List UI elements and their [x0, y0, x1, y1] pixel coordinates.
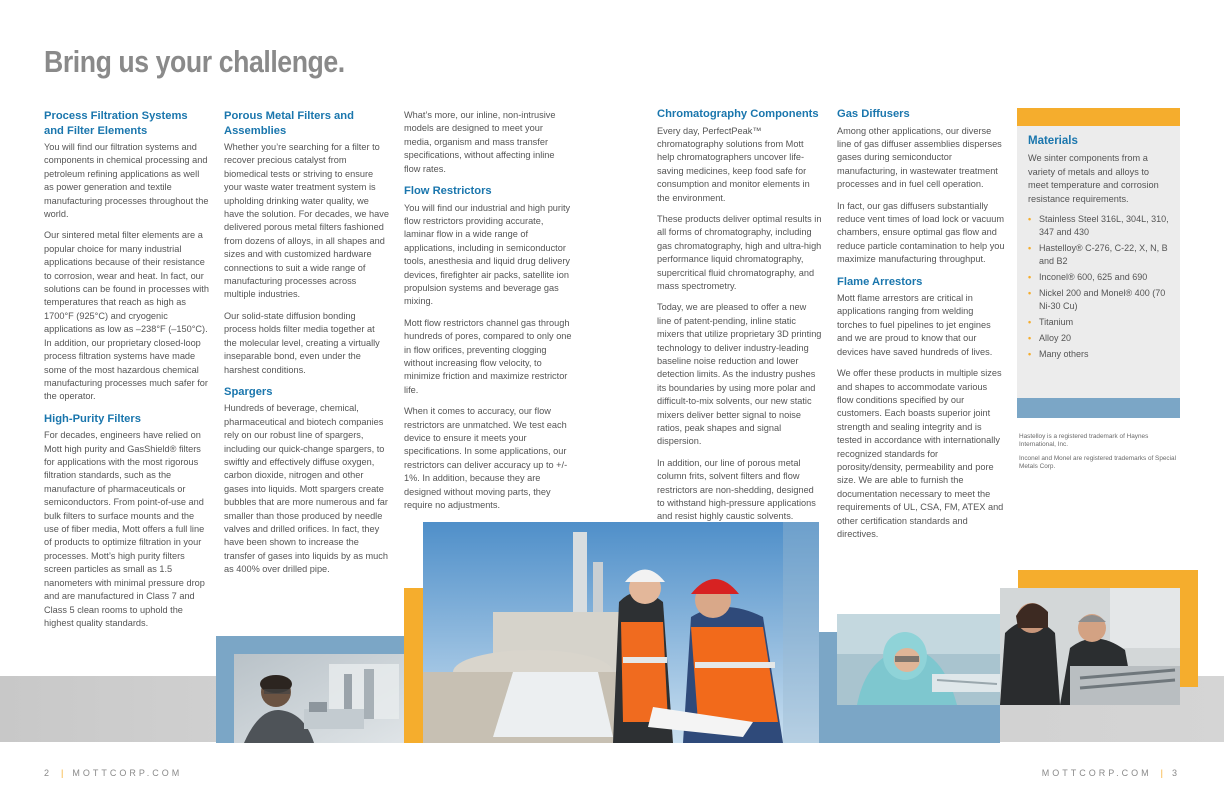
paragraph: For decades, engineers have relied on Mott high purity and GasShield® filters for applications with the most rigorous filtration standards, such as the manufacture of pharmaceuticals or semiconductors. From point-of-use and bulk filters to surface mounts and the use of fiber media, Mott offers a full line of products to optimize filtration in your processes. Mott’s high purity filters screen particles as small as 1.5 nanometers with minimal pressure drop and are manufactured in Class 7 and Class 5 clean rooms to uphold the highest quality standards.: [44, 430, 205, 628]
paragraph: Whether you’re searching for a filter to recover precious catalyst from biomedical tests or striving to ensure your waste water treatment system is upholding drinking water quality, we have the solution. For decades, we have delivered porous metal filters fashioned from dozens of alloys, in all shapes and sizes and with customized hardware connections to suit a wide range of manufacturing processes across multiple industries.: [224, 142, 389, 300]
photo-technician: [234, 654, 404, 743]
page-title: Bring us your challenge.: [44, 44, 345, 79]
paragraph: Our sintered metal filter elements are a popular choice for many industrial applications because of their resistance to corrosion, wear and heat. In fact, our solutions can be found in processes with temperatures that reach as high as 1700°F (925°C) and cryogenic applications as low as –238°F (–150°C). In addition, our proprietary closed-loop process filtration systems have made some of the most hazardous chemical manufacturing processes much safer for the operator.: [44, 230, 209, 402]
heading-gas-diffusers: Gas Diffusers: [837, 108, 910, 120]
footer-left: [44, 768, 182, 778]
heading-spargers: Spargers: [224, 385, 273, 398]
lab-workers-illustration: [1000, 588, 1180, 705]
paragraph: Mott flow restrictors channel gas through hundreds of pores, compared to only one in flow orifices, preventing clogging without increasing flow velocity, to minimize friction and maximize restrictor life.: [404, 317, 572, 395]
heading-flow-restrictors: Flow Restrictors: [404, 185, 492, 198]
paragraph: Every day, PerfectPeak™ chromatography solutions from Mott help chromatographers uncover life-saving medicines, keep food safe for consumption and monitor elements in the environment.: [657, 125, 810, 203]
footer-site-link-right[interactable]: MOTTCORP.COM: [1041, 768, 1152, 778]
photo-cleanroom: [837, 614, 1000, 705]
list-item: • Nickel 200 and Monel® 400 (70 Ni-30 Cu): [1028, 287, 1169, 313]
column-4: [657, 107, 822, 532]
materials-intro: We sinter components from a variety of metals and alloys to meet temperature and corrosion resistance requirements.: [1028, 153, 1159, 204]
materials-list: [1028, 213, 1169, 361]
heading-flame-arrestors: Flame Arrestors: [837, 275, 923, 288]
column-2: [224, 109, 389, 585]
page-number-right: 3: [1171, 768, 1180, 778]
footer-site-link-left[interactable]: MOTTCORP.COM: [72, 768, 183, 778]
paragraph: Among other applications, our diverse line of gas diffuser assemblies disperses gases during semiconductor manufacturing, in wastewater treatment processes and in fuel cell operation.: [837, 125, 1002, 190]
paragraph: When it comes to accuracy, our flow restrictors are unmatched. We test each device to ensure it meets your specifications. In some applications, our restrictors can deliver accuracy up to +/- 1%. In addition, because they are designed without moving parts, they require no adjustments.: [404, 406, 568, 511]
cleanroom-illustration: [837, 614, 1000, 705]
heading-porous-metal-filters: Porous Metal Filters and Assemblies: [224, 110, 354, 137]
footer-separator: |: [61, 768, 64, 778]
photo-lab-workers: [1000, 588, 1180, 705]
paragraph: Our solid-state diffusion bonding process holds filter media together at the molecular level, creating a virtually inseparable bond, even under the harshest conditions.: [224, 310, 380, 375]
list-item: • Hastelloy® C-276, C-22, X, N, B and B2: [1028, 242, 1169, 268]
engineers-illustration: [423, 522, 819, 743]
materials-accent-bar: [1017, 108, 1180, 126]
list-item: • Titanium: [1028, 316, 1169, 329]
paragraph: You will find our filtration systems and components in chemical processing and petroleum refining applications as well as power generation and textile manufacturing processes throughout the world.: [44, 142, 209, 220]
paragraph: You will find our industrial and high purity flow restrictors providing accurate, laminar flow in a wide range of applications, including in semiconductor tools, anesthesia and liquid drug delivery devices, firefighter air packs, satellite ion propulsion systems and beverage gas mixing.: [404, 202, 571, 307]
paragraph: Hundreds of beverage, chemical, pharmaceutical and biotech companies rely on our robust line of spargers, including our quick-change spargers, to swiftly and effectively diffuse oxygen, carbon dioxide, nitrogen and other gases into liquids. Mott spargers create bubbles that are more numerous and far smaller than those produced by needle valves and drilled orifices. In fact, they have been shown to increase the transfer of gases into liquids by as much as 400% over drilled pipe.: [224, 403, 388, 575]
list-item: • Alloy 20: [1028, 332, 1169, 345]
paragraph: What’s more, our inline, non-intrusive models are designed to meet your media, organism and mass transfer specifications, without affecting inline flow rates.: [404, 110, 556, 174]
footer-separator: |: [1160, 768, 1163, 778]
trademark-note-hastelloy: Hastelloy is a registered trademark of Haynes International, Inc.: [1019, 433, 1149, 449]
paragraph: These products deliver optimal results in all forms of chromatography, including gas chromatography, high and ultra-high performance liquid chromatography, supercritical fluid chromatography, and mass spectrometry.: [657, 213, 822, 291]
photo-engineers: [423, 522, 819, 743]
materials-box: [1017, 126, 1180, 398]
materials-heading: Materials: [1028, 135, 1078, 147]
paragraph: Today, we are pleased to offer a new line of patent-pending, inline static mixers that utilize proprietary 3D printing technology to deliver industry-leading baseline noise reduction and lower detection limits. As the industry pushes its boundaries by using more polar and difficult-to-mix solvents, our new static mixers deliver better signal to noise ratios, peak shapes and signal dispersion.: [657, 302, 822, 447]
column-1: [44, 109, 210, 638]
paragraph: Mott flame arrestors are critical in applications ranging from welding torches to fuel pipelines to jet engines and we are proud to know that our devices have saved hundreds of lives.: [837, 293, 993, 357]
paragraph: In addition, our line of porous metal column frits, solvent filters and flow restrictors are non-shedding, designed to withstand high-pressure applications and resist highly caustic solvents.: [657, 457, 816, 522]
technician-illustration: [234, 654, 404, 743]
heading-high-purity-filters: High-Purity Filters: [44, 412, 141, 425]
column-5: [837, 107, 1005, 549]
list-item: • Stainless Steel 316L, 304L, 310, 347 and 430: [1028, 213, 1169, 239]
page-number-left: 2: [44, 768, 53, 778]
list-item: • Inconel® 600, 625 and 690: [1028, 271, 1169, 284]
paragraph: In fact, our gas diffusers substantially reduce vent times of load lock or vacuum chambers, ensure optimal gas flow and reduce particle contamination to help you maximize manufacturing throughput.: [837, 200, 1005, 265]
heading-chromatography: Chromatography Components: [657, 108, 819, 120]
list-item: • Many others: [1028, 348, 1169, 361]
paragraph: We offer these products in multiple sizes and shapes to accommodate various flow conditions specified by our customers. Each boasts superior joint strength and sealing integrity and is tested in accordance with internationally recognized standards for porosity/density, permeability and pore size. We are able to furnish the documentation necessary to meet the requirements of UL, CSA, FM, ATEX and other certification standards and directives.: [837, 368, 1004, 539]
trademark-note-inconel: Inconel and Monel are registered trademarks of Special Metals Corp.: [1019, 455, 1177, 471]
footer-right: [1042, 768, 1180, 778]
heading-process-filtration: Process Filtration Systems and Filter Elements: [44, 110, 188, 137]
column-3: [404, 109, 572, 520]
materials-bottom-bar: [1017, 398, 1180, 418]
